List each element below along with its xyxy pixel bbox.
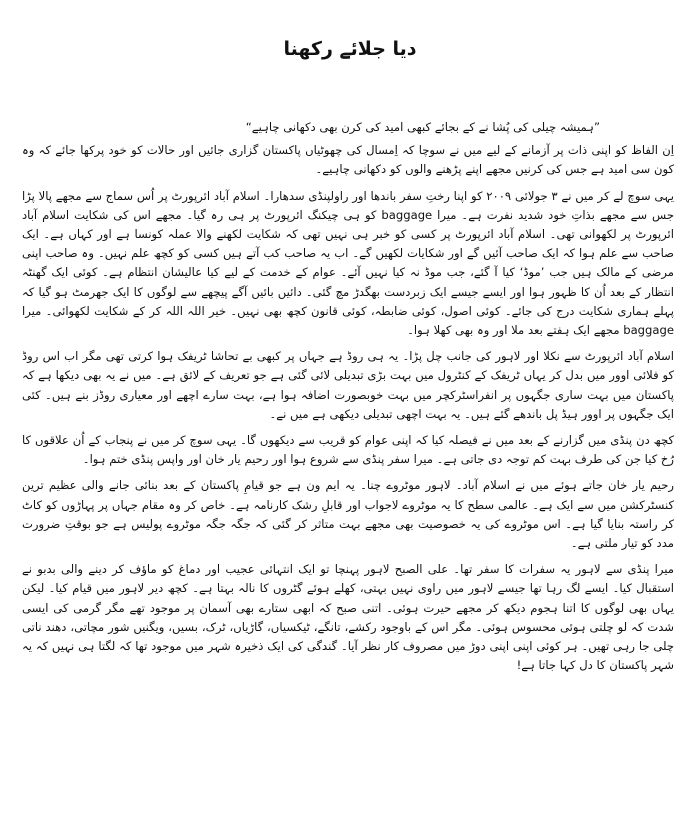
article-body xyxy=(22,118,674,682)
paragraph-2: یہی سوچ لے کر میں نے ۳ جولائی ۲۰۰۹ کو اپنا رختِ سفر باندھا اور راولپنڈی سدھارا۔ اسلام آباد ائرپورٹ پر اُس سماج سے مجھے پالا پڑا جس سے مجھے بذاتِ خود شدید نفرت ہے۔ میرا baggage کو ہی چیکنگ ائرپورٹ پر ہی رہ گیا۔ مجھے اس کی شکایت اسلام آباد ائرپورٹ پر لکھوانی تھی۔ اسلام آباد ائرپورٹ پر کسی کو خبر ہی نہیں تھی کہ شکایت لکھنے والا عملہ کونسا ہے اور کہاں ہے۔ ایک صاحب سے علم ہوا کہ ایک صاحب آئیں گے اور شکایات لکھیں گے۔ اب یہ صاحب کب آتے ہیں کسی کو کچھ علم نہیں۔ وہ صاحب اپنی مرضی کے مالک ہیں جب ’موڈ‘ کیا آ گئے، جب موڈ نہ کیا نہیں آئے۔ عوام کے خدمت کے لیے کیا عالیشان انتظام ہے۔ کوئی ایک گھنٹہ انتظار کے بعد اُن کا ظہور ہوا اور ایسے جیسے ایک زبردست بھگدڑ مچ گئی۔ دائیں بائیں آگے پیچھے سے لوگوں کا ایک جھرمٹ ہو گیا کہ پہلے ہماری شکایت درج کی جائے۔ کوئی اصول، کوئی ضابطہ، کوئی قانون کچھ بھی نہیں۔ خیر اللہ اللہ کر کے شکایت لکھوائی۔ میرا baggage مجھے ایک ہفتے بعد ملا اور وہ بھی کھلا ہوا۔ xyxy=(22,188,675,338)
paragraph-6: میرا پنڈی سے لاہور یہ سفرات کا سفر تھا۔ علی الصبح لاہور پہنچا تو ایک انتہائی عجیب اور دماغ کو ماؤف کر دینے والی بدبو نے استقبال کیا۔ ایسے لگ رہا تھا جیسے لاہور میں راوی نہیں بہتی، کھلے ہوئے گٹروں کا نالہ بہتا ہے۔ کچھ دیر لاہور میں قیام کیا۔ لیکن یہاں بھی لوگوں کا اتنا ہجوم دیکھ کر مجھے حیرت ہوئی۔ اتنی صبح کہ ابھی ستارے بھی آسمان پر موجود تھے مگر گرمی کی ایسی شدت کہ لو چلتی ہوئی محسوس ہوئی۔ مگر اس کے باوجود رکشے، تانگے، ٹیکسیاں، گاڑیاں، ٹرک، بسیں، ویگنیں شور مچاتی، دھند ناتی چلی جا رہی تھیں۔ ہر کوئی اپنی اپنی دوڑ میں مصروف کار نظر آیا۔ گندگی کی ایک ذخیرہ شہر میں موجود تھا کہ لگتا ہی نہیں کہ یہ شہر پاکستان کا دل کہا جاتا ہے! xyxy=(22,562,674,673)
paragraph-5: رحیم یار خان جاتے ہوئے میں نے اسلام آباد۔ لاہور موٹروے چنا۔ یہ ایم ون ہے جو قیامِ پاکستان کے بعد بنائی جانے والی عظیم ترین کنسٹرکشن میں سے ایک ہے۔ عالمی سطح کا یہ موٹروے لاجواب اور قابلِ رشک کارنامہ ہے۔ خاص کر وہ مقام جہاں پر پہاڑوں کو کاٹ کر راستہ بنایا گیا ہے۔ اس موٹروے کی یہ خصوصیت بھی مجھے بہت متاثر کر گئی کہ جگہ جگہ موٹروے پولیس ہے جو بوقتِ ضرورت مدد کو تیار ملتی ہے۔ xyxy=(22,478,674,551)
paragraph-1: اِن الفاظ کو اپنی ذات پر آزمانے کے لیے میں نے سوچا کہ اِمسال کی چھوٹیاں پاکستان گزاری جائیں اور حالات کو خود پرکھا جائے کہ وہ کون سی امید ہے جس کی کرنیں مجھے اپنے پڑھنے والوں کو دکھانی چاہیے۔ xyxy=(22,143,674,177)
epigraph-quote: ”ہمیشہ چیلی کی پُشا نے کے بجائے کبھی امید کی کرن بھی دکھانی چاہیے“ xyxy=(245,120,600,134)
article-title: دیا جلائے رکھنا xyxy=(283,38,417,60)
paragraph-4: کچھ دن پنڈی میں گزارنے کے بعد میں نے فیصلہ کیا کہ اپنی عوام کو قریب سے دیکھوں گا۔ یہی سوچ کر میں نے پنجاب کے اُن علاقوں کا رُخ کیا جن کی طرف بہت کم توجہ دی جاتی ہے۔ میرا سفر پنڈی سے شروع ہوا اور رحیم یار خان اور واپس پنڈی ختم ہوا۔ xyxy=(22,433,674,467)
paragraph-3: اسلام آباد ائرپورٹ سے نکلا اور لاہور کی جانب چل پڑا۔ یہ ہی روڈ ہے جہاں پر کبھی بے تحاشا ٹریفک ہوا کرتی تھی مگر اب اس روڈ کو فلائی اوور میں بدل کر یہاں ٹریفک کے کنٹرول میں بہت بڑی تبدیلی لائی گئی ہے جو تعریف کے لائق ہے۔ میں نے یہ بھی دیکھا ہے کہ پاکستان میں بہت ساری جگہوں پر انفراسٹرکچر میں بہت خوبصورت اضافہ ہوا ہے، بہت سارے اچھے اور معیاری روڈز بنے ہیں۔ کئی ایک جگہوں پر اوور ہیڈ پل باندھے گئے ہیں۔ یہ بہت اچھی تبدیلی دیکھی ہے میں نے۔ xyxy=(22,349,674,421)
